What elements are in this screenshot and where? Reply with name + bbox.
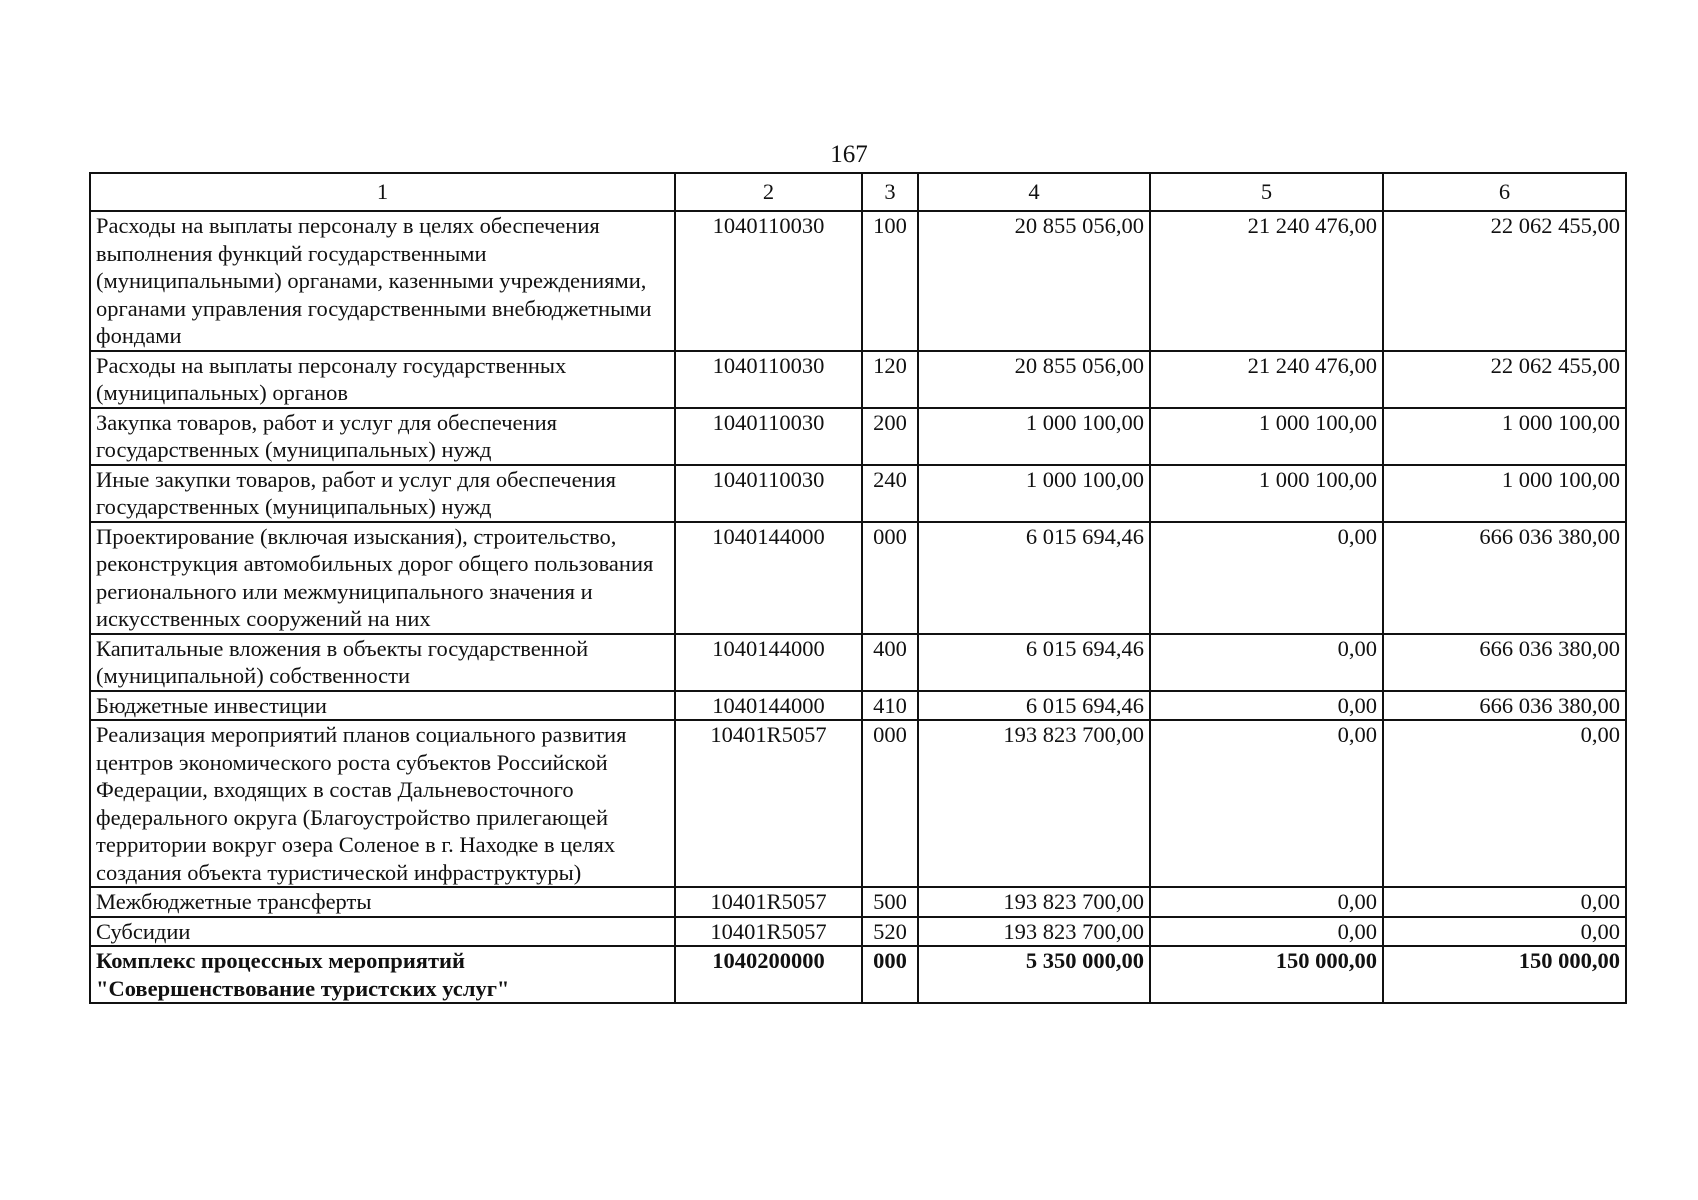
row-name-cell: Субсидии — [90, 917, 675, 947]
row-amount-col5: 0,00 — [1150, 887, 1383, 917]
row-type-cell: 120 — [862, 351, 918, 408]
row-type-cell: 000 — [862, 522, 918, 634]
row-code-cell: 1040110030 — [675, 351, 862, 408]
row-type-cell: 200 — [862, 408, 918, 465]
row-amount-col4: 6 015 694,46 — [918, 691, 1150, 721]
row-code-cell: 1040144000 — [675, 522, 862, 634]
row-code-cell: 1040110030 — [675, 211, 862, 351]
row-name-cell: Реализация мероприятий планов социального развития центров экономического роста субъектов Российской Федерации, входящих в состав Дальневосточного федерального округа (Благоустройство прилегающей территории вокруг озера Соленое в г. Находке в целях создания объекта туристической инфраструктуры) — [90, 720, 675, 887]
row-code-cell: 10401R5057 — [675, 720, 862, 887]
row-name-cell: Расходы на выплаты персоналу в целях обеспечения выполнения функций государственными (муниципальными) органами, казенными учреждениями, органами управления государственными внебюджетными фондами — [90, 211, 675, 351]
row-amount-col6: 666 036 380,00 — [1383, 691, 1626, 721]
row-code-cell: 10401R5057 — [675, 887, 862, 917]
header-row — [90, 173, 1626, 211]
table-row — [90, 887, 1626, 917]
table-row — [90, 351, 1626, 408]
row-amount-col6: 666 036 380,00 — [1383, 522, 1626, 634]
table-row — [90, 946, 1626, 1003]
row-amount-col5: 0,00 — [1150, 720, 1383, 887]
row-amount-col6: 0,00 — [1383, 887, 1626, 917]
row-name-cell: Иные закупки товаров, работ и услуг для обеспечения государственных (муниципальных) нужд — [90, 465, 675, 522]
row-name-cell: Межбюджетные трансферты — [90, 887, 675, 917]
row-amount-col6: 0,00 — [1383, 720, 1626, 887]
table-row — [90, 720, 1626, 887]
row-type-cell: 240 — [862, 465, 918, 522]
table-row — [90, 634, 1626, 691]
row-amount-col6: 22 062 455,00 — [1383, 211, 1626, 351]
row-amount-col6: 666 036 380,00 — [1383, 634, 1626, 691]
row-amount-col6: 0,00 — [1383, 917, 1626, 947]
header-col-3: 3 — [862, 173, 918, 211]
row-type-cell: 410 — [862, 691, 918, 721]
row-amount-col5: 0,00 — [1150, 634, 1383, 691]
header-col-1: 1 — [90, 173, 675, 211]
row-type-cell: 100 — [862, 211, 918, 351]
row-amount-col5: 1 000 100,00 — [1150, 408, 1383, 465]
row-name-cell: Проектирование (включая изыскания), строительство, реконструкция автомобильных дорог общего пользования регионального или межмуниципального значения и искусственных сооружений на них — [90, 522, 675, 634]
table-row — [90, 465, 1626, 522]
row-code-cell: 1040110030 — [675, 465, 862, 522]
row-code-cell: 1040144000 — [675, 691, 862, 721]
row-amount-col5: 21 240 476,00 — [1150, 351, 1383, 408]
row-amount-col6: 150 000,00 — [1383, 946, 1626, 1003]
row-type-cell: 500 — [862, 887, 918, 917]
header-col-5: 5 — [1150, 173, 1383, 211]
row-amount-col4: 6 015 694,46 — [918, 522, 1150, 634]
row-name-cell: Бюджетные инвестиции — [90, 691, 675, 721]
row-amount-col4: 193 823 700,00 — [918, 720, 1150, 887]
row-amount-col4: 193 823 700,00 — [918, 917, 1150, 947]
row-amount-col4: 1 000 100,00 — [918, 465, 1150, 522]
row-amount-col5: 21 240 476,00 — [1150, 211, 1383, 351]
header-col-4: 4 — [918, 173, 1150, 211]
row-name-cell: Закупка товаров, работ и услуг для обеспечения государственных (муниципальных) нужд — [90, 408, 675, 465]
table-row — [90, 522, 1626, 634]
row-type-cell: 520 — [862, 917, 918, 947]
table-row — [90, 691, 1626, 721]
row-type-cell: 000 — [862, 946, 918, 1003]
table-row — [90, 408, 1626, 465]
row-code-cell: 10401R5057 — [675, 917, 862, 947]
row-amount-col6: 22 062 455,00 — [1383, 351, 1626, 408]
row-amount-col4: 6 015 694,46 — [918, 634, 1150, 691]
budget-table — [89, 172, 1627, 1004]
row-amount-col5: 1 000 100,00 — [1150, 465, 1383, 522]
table-body — [90, 211, 1626, 1003]
page-number: 167 — [830, 141, 868, 168]
row-name-cell: Расходы на выплаты персоналу государственных (муниципальных) органов — [90, 351, 675, 408]
header-col-2: 2 — [675, 173, 862, 211]
table-row — [90, 917, 1626, 947]
row-code-cell: 1040110030 — [675, 408, 862, 465]
row-amount-col4: 1 000 100,00 — [918, 408, 1150, 465]
header-col-6: 6 — [1383, 173, 1626, 211]
row-amount-col4: 5 350 000,00 — [918, 946, 1150, 1003]
row-amount-col5: 0,00 — [1150, 917, 1383, 947]
row-code-cell: 1040144000 — [675, 634, 862, 691]
row-code-cell: 1040200000 — [675, 946, 862, 1003]
row-name-cell: Капитальные вложения в объекты государственной (муниципальной) собственности — [90, 634, 675, 691]
table-row — [90, 211, 1626, 351]
row-amount-col5: 0,00 — [1150, 522, 1383, 634]
row-amount-col6: 1 000 100,00 — [1383, 465, 1626, 522]
row-amount-col5: 150 000,00 — [1150, 946, 1383, 1003]
row-amount-col4: 193 823 700,00 — [918, 887, 1150, 917]
row-name-cell: Комплекс процессных мероприятий "Совершенствование туристских услуг" — [90, 946, 675, 1003]
table-header — [90, 173, 1626, 211]
row-type-cell: 000 — [862, 720, 918, 887]
row-amount-col5: 0,00 — [1150, 691, 1383, 721]
row-type-cell: 400 — [862, 634, 918, 691]
row-amount-col6: 1 000 100,00 — [1383, 408, 1626, 465]
row-amount-col4: 20 855 056,00 — [918, 211, 1150, 351]
row-amount-col4: 20 855 056,00 — [918, 351, 1150, 408]
